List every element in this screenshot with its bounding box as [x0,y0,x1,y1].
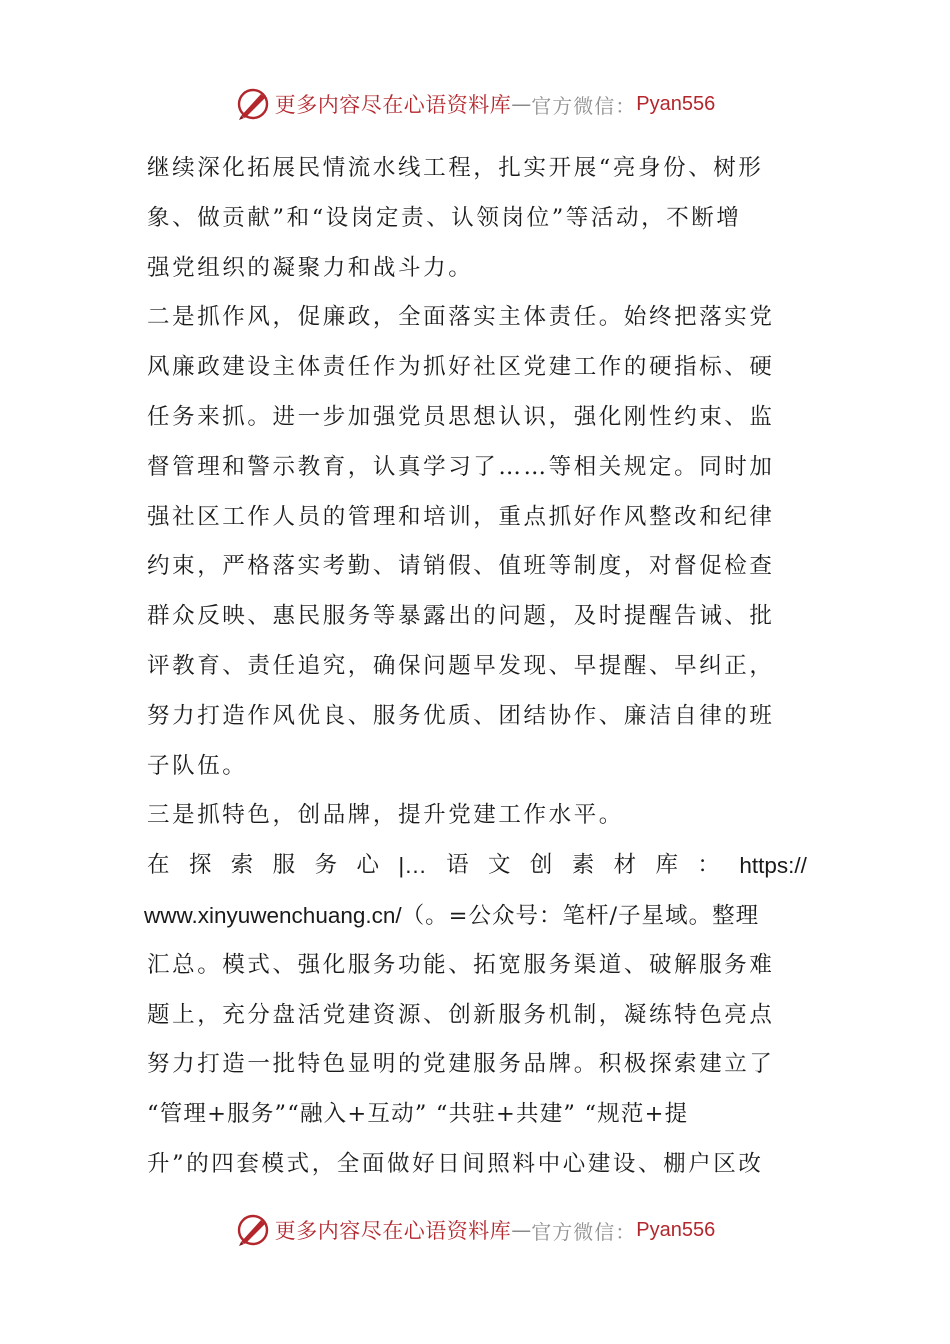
url-line-char: 索 [230,852,254,879]
text-line: “管理+服务”“融入+互动” “共驻+共建” “规范+提 [147,1101,689,1128]
url-line-char: ： [697,852,720,879]
url-line-char: 创 [529,852,553,879]
url-line-char: |… [398,853,427,879]
banner-brand-text: 更多内容尽在心语资料库 [274,1219,512,1243]
text-line: 二是抓作风，促廉政，全面落实主体责任。始终把落实党 [147,304,775,331]
text-line: 三是抓特色，创品牌，提升党建工作水平。 [147,802,624,829]
url-line-char: 语 [446,852,469,879]
banner-wechat-id: Pyan556 [636,1218,716,1241]
text-line: 象、做贡献”和“设岗定责、认领岗位”等活动，不断增 [147,204,742,231]
url-line-char: 心 [356,852,379,879]
url-line-char: 文 [487,852,511,879]
text-line: 约束，严格落实考勤、请销假、值班等制度，对督促检查 [147,553,775,580]
url-text: www.xinyuwenchuang.cn/ [144,902,402,928]
banner-label: 官方微信： [531,93,637,118]
text-line: 群众反映、惠民服务等暴露出的问题，及时提醒告诫、批 [147,603,775,630]
banner-dash: — [511,1218,532,1242]
text-line: 子队伍。 [147,752,248,779]
banner-label: 官方微信： [531,1219,637,1244]
text-line: 继续深化拓展民情流水线工程，扎实开展“亮身份、树形 [147,155,764,181]
url-line [147,841,807,891]
text-line: 评教育、责任追究，确保问题早发现、早提醒、早纠正， [147,652,775,679]
text-line: 题上，充分盘活党建资源、创新服务机制，凝练特色亮点 [147,1001,775,1028]
text-line: 升”的四套模式，全面做好日间照料中心建设、棚户区改 [147,1150,764,1177]
url-line-char: 探 [188,852,212,879]
banner-wechat-id: Pyan556 [636,92,716,115]
url-line-char: 素 [571,852,595,879]
document-body [144,144,807,1190]
text-line: 强社区工作人员的管理和培训，重点抓好作风整改和纪律 [147,503,775,530]
footer-banner [0,1208,950,1252]
url-line-rest: （。=公众号：笔杆/子星域。整理 [401,902,760,929]
text-line: 努力打造一批特色显明的党建服务品牌。积极探索建立了 [147,1051,775,1078]
url-line-char: 库 [655,852,679,879]
url-line-char: https:// [739,853,807,879]
text-line: 汇总。模式、强化服务功能、拓宽服务渠道、破解服务难 [147,951,775,978]
url-line-char: 材 [613,852,637,879]
url-line-char: 在 [147,852,170,879]
pen-logo-icon [235,1212,271,1248]
text-line: 督管理和警示教育，认真学习了……等相关规定。同时加 [147,453,775,480]
text-line: 强党组织的凝聚力和战斗力。 [147,254,474,281]
text-line: 任务来抓。进一步加强党员思想认识，强化刚性约束、监 [147,403,775,430]
text-line: 风廉政建设主体责任作为抓好社区党建工作的硬指标、硬 [147,354,775,381]
pen-logo-icon [235,86,271,122]
banner-brand-text: 更多内容尽在心语资料库 [274,93,512,117]
header-banner [0,82,950,126]
url-line-char: 服 [272,852,296,879]
banner-dash: — [511,92,532,116]
text-line: 努力打造作风优良、服务优质、团结协作、廉洁自律的班 [147,702,775,729]
url-line-2 [144,891,807,941]
url-line-char: 务 [314,852,338,879]
